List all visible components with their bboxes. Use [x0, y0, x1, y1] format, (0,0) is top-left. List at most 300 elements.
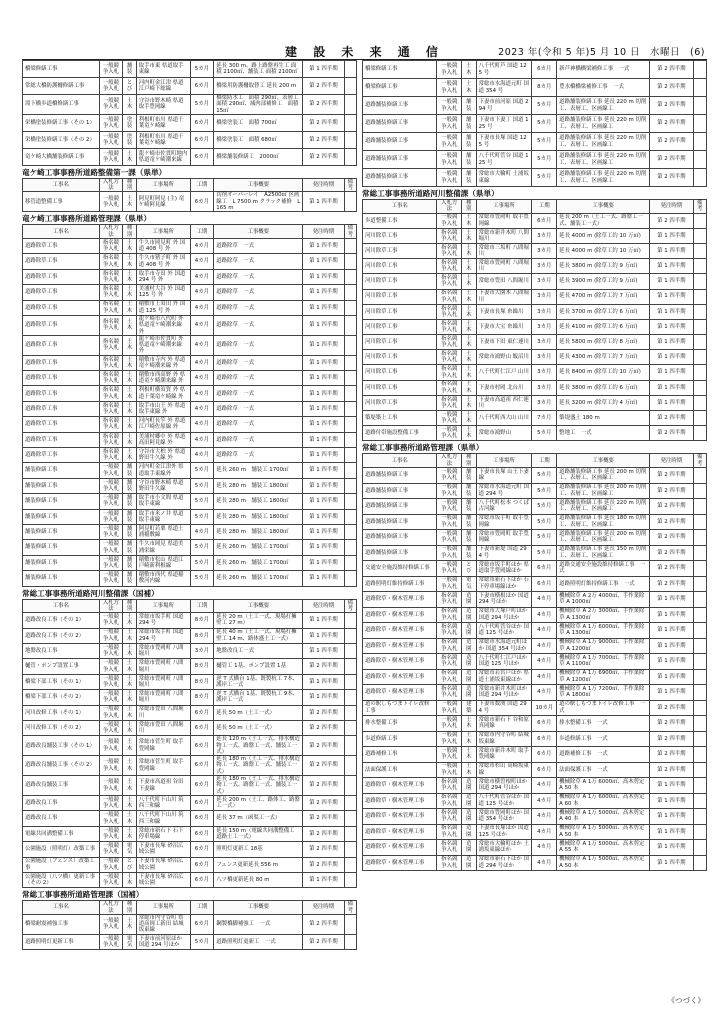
duration-cell: 5カ月 — [532, 133, 557, 151]
table-row — [23, 78, 357, 95]
table-row — [23, 463, 357, 478]
project-name-cell: 栄橋塗装修繕工事（その 2） — [23, 131, 100, 148]
duration-cell: 5カ月 — [532, 468, 557, 484]
project-name-cell: 法面保護工事 — [363, 762, 437, 778]
duration-cell: 6カ月 — [532, 576, 557, 592]
site-cell: 常総市豊田 八間堀川 — [136, 720, 190, 735]
site-cell: 下妻市前河原ほか 国道 294 号ほか — [136, 934, 190, 949]
table-row — [23, 432, 357, 447]
project-table — [22, 178, 357, 212]
duration-cell: 7カ月 — [532, 411, 557, 426]
bid-method-cell: 一般競争入札 — [437, 514, 462, 530]
remarks-cell — [693, 514, 706, 530]
summary-cell: 延長 300 m、路上路盤再生工 面積 2100㎡、舗装工 面積 2100㎡ — [214, 61, 303, 78]
bid-method-cell: 一般競争入札 — [437, 115, 462, 133]
project-name-cell: 河川除草工事 — [363, 243, 437, 258]
remarks-cell — [693, 638, 706, 654]
order-period-cell: 第 1 四半期 — [303, 478, 344, 493]
project-name-cell: 道路除草工事 — [23, 432, 100, 447]
order-period-cell: 第 2 四半期 — [650, 731, 693, 747]
order-period-cell: 第 2 四半期 — [303, 705, 344, 720]
duration-cell: 6カ月 — [190, 776, 214, 796]
project-name-cell: 道路舗装修繕工事 — [363, 151, 437, 169]
remarks-cell — [344, 628, 356, 643]
bid-method-cell: 一般競争入札 — [99, 934, 123, 949]
project-table — [362, 60, 707, 187]
column-header: 発注時期 — [650, 454, 693, 468]
table-row — [363, 669, 707, 685]
order-period-cell: 第 1 四半期 — [650, 669, 693, 685]
bid-method-cell: 指名競争入札 — [437, 840, 462, 856]
column-header: 工事名 — [23, 225, 100, 239]
table-row — [363, 395, 707, 410]
table-row — [23, 555, 357, 570]
bid-method-cell: 一般競争入札 — [99, 192, 123, 212]
table-row — [363, 700, 707, 716]
work-type-cell: 舗装 — [123, 509, 136, 524]
order-period-cell: 第 1 四半期 — [303, 401, 344, 416]
remarks-cell — [344, 720, 356, 735]
remarks-cell — [344, 795, 356, 810]
table-row — [23, 335, 357, 355]
duration-cell: 4カ月 — [190, 417, 214, 432]
work-type-cell: 土木 — [462, 319, 476, 334]
table-row — [23, 448, 357, 463]
site-cell: 常総市豊田 八間堀川 — [136, 705, 190, 720]
column-header: 備考 — [344, 599, 356, 613]
bid-method-cell: 一般競争入札 — [437, 411, 462, 426]
project-name-cell: 橋梁下部工事（その 2） — [23, 690, 100, 705]
section-title: 常総工事事務所道路河川整備課（国補） — [22, 588, 159, 598]
remarks-cell — [344, 643, 356, 658]
site-cell: 常総市菅生町 取手豊岡線 — [136, 736, 190, 756]
table-row — [363, 855, 707, 871]
order-period-cell: 第 2 四半期 — [650, 468, 693, 484]
site-cell: 下妻市長塚 山王下妻線 — [476, 468, 532, 484]
order-period-cell: 第 1 四半期 — [303, 315, 344, 335]
project-name-cell: 舗装修繕工事 — [23, 525, 100, 540]
remarks-cell — [344, 872, 356, 887]
remarks-cell — [693, 809, 706, 825]
site-cell: 常総市新石下 石下停車場線 — [136, 826, 190, 841]
project-name-cell: 河川除草工事 — [363, 228, 437, 243]
issue-date: 2023 年(令和 5 年)5 月 10 日 水曜日 (6) — [498, 47, 705, 58]
work-type-cell: 土木 — [462, 411, 476, 426]
table-row — [363, 747, 707, 763]
order-period-cell: 第 1 四半期 — [303, 417, 344, 432]
duration-cell: 4カ月 — [190, 448, 214, 463]
summary-cell: 機械除草 A 1万 5000㎡、高木剪定 A 50 本 — [557, 824, 650, 840]
duration-cell: 4カ月 — [532, 607, 557, 623]
work-type-cell: 土木 — [123, 238, 136, 253]
site-cell: 龍ケ崎市佐貫町 外 県道竜ケ崎潮来線 外 — [136, 335, 190, 355]
project-table — [22, 60, 357, 166]
work-type-cell: 土木 — [462, 380, 476, 395]
project-name-cell: 道路舗装修繕工事 — [363, 115, 437, 133]
summary-cell: 延長 180 m（土工一式、排水構造物工一式、路盤工一式、舗装工一式） — [214, 776, 303, 796]
project-name-cell: 河川除草工事 — [363, 380, 437, 395]
bid-method-cell: 一般競争入札 — [437, 576, 462, 592]
table-row — [363, 514, 707, 530]
site-cell: 稲敷市西高野 外 県道竜ケ崎潮来線 外 — [136, 371, 190, 386]
duration-cell: 4カ月 — [190, 432, 214, 447]
work-type-cell: 電気 — [462, 576, 476, 592]
remarks-cell — [344, 555, 356, 570]
remarks-cell — [693, 411, 706, 426]
remarks-cell — [344, 386, 356, 401]
header-row — [363, 454, 707, 468]
order-period-cell: 第 1 四半期 — [303, 448, 344, 463]
bid-method-cell: 指名競争入札 — [437, 623, 462, 639]
summary-cell: 道路除草 一式 — [214, 355, 303, 370]
site-cell: 八千代町松本 つくば古河線 — [476, 499, 532, 515]
remarks-cell — [693, 545, 706, 561]
bid-method-cell: 指名競争入札 — [99, 285, 123, 300]
column-header: 発注時期 — [303, 599, 344, 613]
project-name-cell: 橋梁下部工事（その 1） — [23, 674, 100, 689]
summary-cell: 延長 40 m（土工一式、現場打擁壁工 14 m、路体盛土工一式） — [214, 628, 303, 643]
work-type-cell: 造園 — [462, 840, 476, 856]
order-period-cell: 第 2 四半期 — [650, 213, 693, 228]
column-header: 備考 — [344, 901, 356, 915]
project-name-cell: 河川除草工事 — [363, 335, 437, 350]
order-period-cell: 第 2 四半期 — [303, 826, 344, 841]
project-name-cell: 道路改良工事 — [23, 811, 100, 826]
summary-cell: 鋼製橋脚補強工 一式 — [214, 914, 303, 934]
site-cell: 常総市豊岡町 八間堀川 — [476, 259, 532, 274]
duration-cell: 4カ月 — [532, 669, 557, 685]
project-name-cell: 道路除草工事 — [23, 285, 100, 300]
site-cell: 常総市大塚戸町ほか 国道 294 号ほか — [476, 607, 532, 623]
order-period-cell: 第 1 四半期 — [303, 540, 344, 555]
site-cell: 八千代町下山川 筑西三和線 — [136, 811, 190, 826]
site-cell: 常総市横曽根町ほか 国道 294 号ほか — [476, 778, 532, 794]
duration-cell: 3カ月 — [532, 395, 557, 410]
site-cell: 八千代町下山川 筑西三和線 — [136, 795, 190, 810]
project-name-cell: 舗装修繕工事 — [23, 540, 100, 555]
bid-method-cell: 指名競争入札 — [437, 289, 462, 304]
table-row — [23, 355, 357, 370]
work-type-cell: 造園 — [462, 607, 476, 623]
site-cell: 八千代町仁江戸 山川 — [476, 365, 532, 380]
order-period-cell: 第 1 四半期 — [650, 243, 693, 258]
site-cell: 稲敷市西代 県道稲敷河内線 — [136, 571, 190, 586]
summary-cell: 機械除草 A 1万 6000㎡、高木剪定 A 60 本 — [557, 793, 650, 809]
order-period-cell: 第 2 四半期 — [303, 95, 344, 115]
site-cell: 常総市菅生町 取手豊岡線 — [136, 756, 190, 776]
order-period-cell: 第 1 四半期 — [303, 300, 344, 315]
bid-method-cell: 指名競争入札 — [437, 855, 462, 871]
bid-method-cell: 一般競争入札 — [437, 468, 462, 484]
order-period-cell: 第 2 四半期 — [303, 795, 344, 810]
column-header: 工事場所 — [136, 178, 190, 192]
paper-title: 建 設 未 来 通 信 — [285, 45, 444, 59]
remarks-cell — [344, 756, 356, 776]
duration-cell: 3カ月 — [532, 350, 557, 365]
column-header: 種別 — [123, 599, 136, 613]
site-cell: 阿見町阿見 (主) 竜ケ崎阿見線 — [136, 192, 190, 212]
project-name-cell: 道路除草・樹木管理工事 — [363, 778, 437, 794]
site-cell: 常総市杉山 高崎坂東線 — [476, 762, 532, 778]
bid-method-cell: 一般競争入札 — [99, 872, 123, 887]
header-row — [363, 200, 707, 214]
site-cell: 稲敷市松山 県道江戸崎新利根線 — [136, 555, 190, 570]
summary-cell: 延長 4100 m (除草工約 6 万㎡) — [557, 319, 650, 334]
site-cell: 常総市新石下ほか 石下停車場線ほか — [476, 576, 532, 592]
summary-cell: 延長 3700 m (除草工約 6 万㎡) — [557, 304, 650, 319]
remarks-cell — [693, 304, 706, 319]
bid-method-cell: 指名競争入札 — [437, 304, 462, 319]
work-type-cell: 舗装 — [462, 483, 476, 499]
project-name-cell: 公園施設（フェンス）改築工事 — [23, 857, 100, 872]
project-name-cell: 舗装修繕工事 — [23, 494, 100, 509]
work-type-cell: とび — [462, 561, 476, 577]
remarks-cell — [344, 509, 356, 524]
bid-method-cell: 指名競争入札 — [437, 592, 462, 608]
project-name-cell: 舗装修繕工事 — [23, 463, 100, 478]
summary-cell: 道路除草 一式 — [214, 432, 303, 447]
duration-cell: 5カ月 — [532, 514, 557, 530]
duration-cell: 5カ月 — [532, 426, 557, 441]
project-name-cell: 道路除草工事 — [23, 386, 100, 401]
summary-cell: 道路舗装修繕工事 延長 220 m 切削工、表層工、区画線工 — [557, 499, 650, 515]
project-name-cell: 河川除草工事 — [363, 319, 437, 334]
order-period-cell: 第 2 四半期 — [650, 700, 693, 716]
project-name-cell: 竜ケ崎大橋舗装修繕工事 — [23, 148, 100, 165]
project-name-cell: 河川改修工事（その 2） — [23, 720, 100, 735]
order-period-cell: 第 2 四半期 — [650, 97, 693, 115]
summary-cell: 延長 4000 m (除草工約 10 万㎡) — [557, 228, 650, 243]
table-row — [363, 793, 707, 809]
duration-cell: 4カ月 — [532, 809, 557, 825]
table-row — [363, 243, 707, 258]
column-header: 備考 — [693, 200, 706, 214]
duration-cell: 5カ月 — [532, 483, 557, 499]
summary-cell: 道路除草 一式 — [214, 386, 303, 401]
remarks-cell — [693, 243, 706, 258]
duration-cell: 3カ月 — [532, 289, 557, 304]
work-type-cell: 土木 — [462, 716, 476, 732]
work-type-cell: 舗装 — [462, 468, 476, 484]
remarks-cell — [344, 811, 356, 826]
work-type-cell: 土木 — [123, 643, 136, 658]
order-period-cell: 第 1 四半期 — [650, 607, 693, 623]
table-row — [23, 811, 357, 826]
bid-method-cell: 指名競争入札 — [99, 315, 123, 335]
bid-method-cell: 一般競争入札 — [437, 700, 462, 716]
site-cell: 常総市豊岡町 八間堀川 — [136, 690, 190, 705]
table-row — [363, 561, 707, 577]
column-header: 入札方法 — [99, 599, 123, 613]
duration-cell: 10カ月 — [532, 700, 557, 716]
section-title: 常総工事事務所道路管理課（国補） — [22, 890, 144, 900]
site-cell: 下妻市長塚 砂沼広域公園 — [136, 872, 190, 887]
table-row — [363, 762, 707, 778]
summary-cell: 道路除草 一式 — [214, 417, 303, 432]
duration-cell: 6カ月 — [190, 192, 214, 212]
column-header: 工事名 — [363, 200, 437, 214]
bid-method-cell: 指名競争入札 — [437, 243, 462, 258]
order-period-cell: 第 1 四半期 — [303, 386, 344, 401]
bid-method-cell: 指名競争入札 — [99, 335, 123, 355]
table-row — [363, 133, 707, 151]
duration-cell: 3カ月 — [532, 274, 557, 289]
bid-method-cell: 一般競争入札 — [437, 61, 462, 79]
site-cell: 稲敷市上須田 外 国道 125 号 外 — [136, 300, 190, 315]
order-period-cell: 第 1 四半期 — [303, 613, 344, 628]
site-cell: 下妻市下田 東仁連川 — [476, 335, 532, 350]
column-header: 入札方法 — [99, 225, 123, 239]
bid-method-cell: 一般競争入札 — [437, 747, 462, 763]
order-period-cell: 第 1 四半期 — [303, 335, 344, 355]
order-period-cell: 第 1 四半期 — [650, 855, 693, 871]
duration-cell: 6カ月 — [190, 795, 214, 810]
bid-method-cell: 指名競争入札 — [437, 638, 462, 654]
left-column — [22, 60, 357, 950]
duration-cell: 5カ月 — [190, 509, 214, 524]
order-period-cell: 第 1 四半期 — [650, 592, 693, 608]
summary-cell: 道路除草 一式 — [214, 401, 303, 416]
summary-cell: 地盤改良工一式 — [214, 643, 303, 658]
order-period-cell: 第 1 四半期 — [650, 793, 693, 809]
table-row — [23, 401, 357, 416]
column-header: 工事概要 — [214, 178, 303, 192]
site-cell: 龍ケ崎市佐貫町地内 県道竜ケ崎潮来線 — [136, 148, 190, 165]
duration-cell: 6カ月 — [190, 736, 214, 756]
bid-method-cell: 一般競争入札 — [99, 61, 123, 78]
work-type-cell: 土木 — [123, 285, 136, 300]
order-period-cell: 第 2 四半期 — [650, 79, 693, 97]
summary-cell: 延長 3800 m (除草工約 6 万㎡) — [557, 380, 650, 395]
column-header: 備考 — [344, 225, 356, 239]
site-cell: 常総市新石下ほか 国道 294 号ほか — [476, 855, 532, 871]
site-cell: 八千代町菅谷ほか 国道 125 号ほか — [476, 623, 532, 639]
duration-cell: 8カ月 — [532, 79, 557, 97]
duration-cell: 5カ月 — [532, 499, 557, 515]
order-period-cell: 第 2 四半期 — [303, 914, 344, 934]
bid-method-cell: 一般競争入札 — [437, 133, 462, 151]
work-type-cell: とび — [123, 857, 136, 872]
table-row — [363, 319, 707, 334]
table-row — [363, 654, 707, 670]
site-cell: 下妻市長塚ほか 国道 125 号ほか — [476, 824, 532, 840]
table-row — [23, 914, 357, 934]
project-name-cell: 道路除草工事 — [23, 417, 100, 432]
project-name-cell: 道路舗装修繕工事 — [363, 468, 437, 484]
duration-cell: 4カ月 — [532, 592, 557, 608]
project-name-cell: 道路舗装修繕工事 — [363, 499, 437, 515]
summary-cell: 道路舗装修繕工事 延長 220 m 切削工、表層工、区画線工 — [557, 169, 650, 187]
remarks-cell — [344, 478, 356, 493]
summary-cell: 道路舗装修繕工事 延長 200 m 切削工、表層工、区画線工 — [557, 530, 650, 546]
project-name-cell: 河川除草工事 — [363, 304, 437, 319]
column-header: 入札方法 — [437, 200, 462, 214]
project-table — [22, 224, 357, 586]
order-period-cell: 第 1 四半期 — [650, 380, 693, 395]
summary-cell: 道路舗装修繕工事 延長 220 m 切削工、表層工、区画線工 — [557, 97, 650, 115]
column-header: 発注時期 — [303, 178, 344, 192]
table-row — [23, 494, 357, 509]
remarks-cell — [344, 285, 356, 300]
summary-cell: 道路除草 一式 — [214, 238, 303, 253]
bid-method-cell: 指名競争入札 — [437, 228, 462, 243]
summary-cell: 橋梁防水工 面積 290㎡、表層工 面積 290㎡、減肉部補修工 面積 15㎡ — [214, 95, 303, 115]
table-row — [363, 607, 707, 623]
duration-cell: 5カ月 — [532, 169, 557, 187]
summary-cell: 逆 T 式橋台 1基、既製杭工 9本、護岸工一式 — [214, 690, 303, 705]
remarks-cell — [693, 395, 706, 410]
project-name-cell: 道路除草・樹木管理工事 — [363, 793, 437, 809]
order-period-cell: 第 1 四半期 — [303, 285, 344, 300]
remarks-cell — [693, 747, 706, 763]
project-name-cell: 道路舗装修繕工事 — [363, 530, 437, 546]
work-type-cell: 舗装 — [123, 61, 136, 78]
site-cell: 八千代町芦 国道 125 号 — [476, 61, 532, 79]
project-name-cell: 公園施設（照明灯）改築工事 — [23, 842, 100, 857]
site-cell: 常総市内守谷町 県道高岡工新田 結城坂東線 — [136, 914, 190, 934]
remarks-cell — [344, 61, 356, 78]
order-period-cell: 第 1 四半期 — [303, 238, 344, 253]
table-row — [363, 380, 707, 395]
bid-method-cell: 指名競争入札 — [437, 259, 462, 274]
project-name-cell: 舗装修繕工事 — [23, 571, 100, 586]
column-header: 入札方法 — [99, 178, 123, 192]
column-header: 種別 — [462, 200, 476, 214]
table-row — [23, 95, 357, 115]
duration-cell: 4カ月 — [532, 855, 557, 871]
remarks-cell — [344, 148, 356, 165]
site-cell: 常総市若宮戸ほか 県道土浦坂東線ほか — [476, 669, 532, 685]
duration-cell: 4カ月 — [190, 238, 214, 253]
duration-cell: 3カ月 — [532, 259, 557, 274]
duration-cell: 4カ月 — [190, 386, 214, 401]
table-row — [23, 417, 357, 432]
duration-cell: 4カ月 — [190, 300, 214, 315]
summary-cell: 法面保護工事 一式 — [557, 762, 650, 778]
table-row — [23, 736, 357, 756]
project-name-cell: 道路除草工事 — [23, 269, 100, 284]
header-row — [23, 599, 357, 613]
remarks-cell — [344, 613, 356, 628]
work-type-cell: 土木 — [462, 274, 476, 289]
work-type-cell: 舗装 — [123, 571, 136, 586]
project-name-cell: 舗装修繕工事 — [23, 555, 100, 570]
bid-method-cell: 一般競争入札 — [99, 811, 123, 826]
column-header: 備考 — [344, 178, 356, 192]
table-row — [363, 289, 707, 304]
summary-cell: 道路除草 一式 — [214, 300, 303, 315]
summary-cell: 延長 200 m（土工、路体工、路盤工一式） — [214, 795, 303, 810]
bid-method-cell: 一般競争入札 — [99, 659, 123, 674]
work-type-cell: 土木 — [123, 705, 136, 720]
work-type-cell: 造園 — [462, 623, 476, 639]
bid-method-cell: 一般競争入札 — [99, 478, 123, 493]
duration-cell: 5カ月 — [190, 463, 214, 478]
project-name-cell: 河川除草工事 — [363, 365, 437, 380]
bid-method-cell: 指名競争入札 — [99, 355, 123, 370]
summary-cell: 樋管工 1基、ポンプ設置 1基 — [214, 659, 303, 674]
order-period-cell: 第 1 四半期 — [303, 269, 344, 284]
table-row — [23, 114, 357, 131]
duration-cell: 6カ月 — [190, 811, 214, 826]
project-name-cell: 道路改良工事（その 1） — [23, 613, 100, 628]
summary-cell: 整地工 一式 — [557, 426, 650, 441]
bid-method-cell: 一般競争入札 — [437, 213, 462, 228]
table-row — [363, 274, 707, 289]
site-cell: 八千代町仁江戸ほか 国道 125 号ほか — [476, 654, 532, 670]
order-period-cell: 第 1 四半期 — [303, 463, 344, 478]
work-type-cell: 塗装 — [123, 131, 136, 148]
